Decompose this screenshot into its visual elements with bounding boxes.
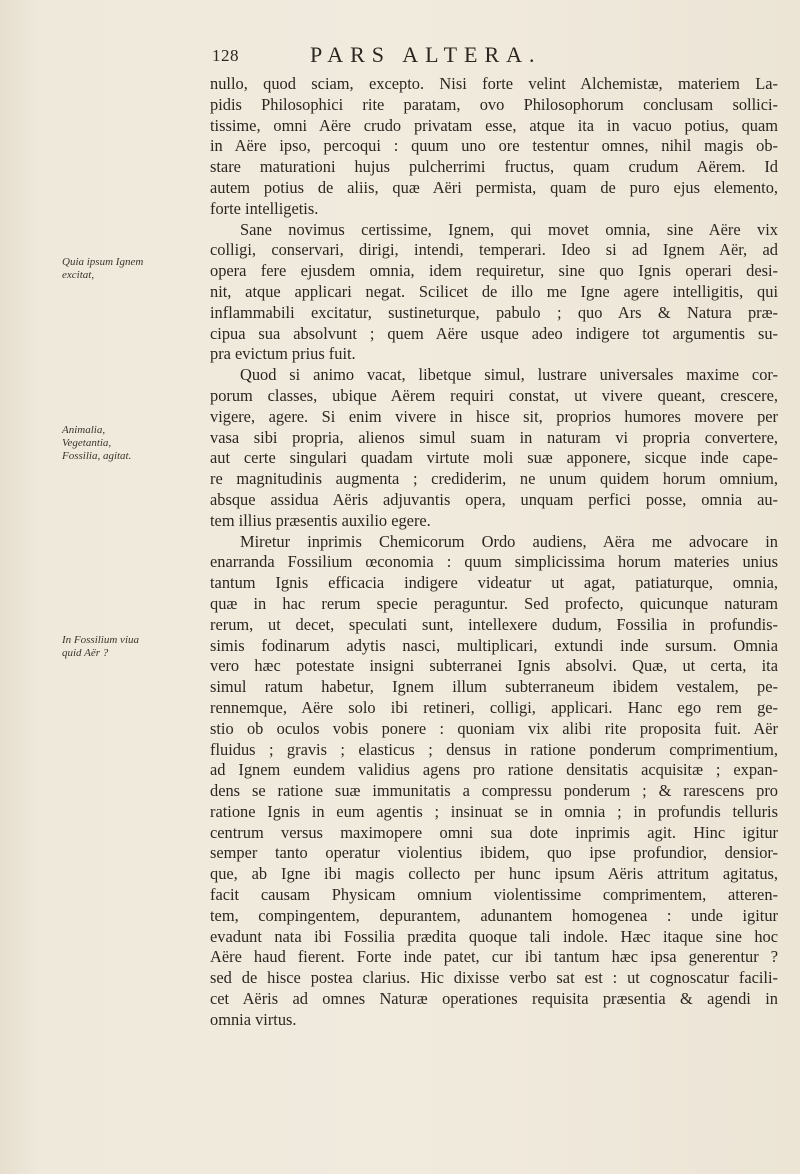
text-line: ratione Ignis in eum agentis ; insinuat se in omnia ; in profundis telluris (210, 801, 778, 821)
text-line: cet Aëris ad omnes Naturæ operationes requisita præsentia & agendi in (210, 989, 778, 1009)
text-line: dens se ratione suæ immunitatis a compressu ponderum ; & rarescens pro (210, 781, 778, 801)
margin-note-2: Animalia, Vegetantia, Fossilia, agitat. (62, 424, 132, 462)
text-line: vasa sibi propria, alienos simul suam in naturam vi propria convertere, (210, 427, 778, 447)
text-line: tissime, omni Aëre crudo privatam esse, atque ita in vacuo potius, quam (210, 115, 778, 135)
paragraph-4 (210, 532, 778, 1031)
text-line: tem illius præsentis auxilio egere. (210, 510, 431, 530)
text-line: opera fere ejusdem omnia, idem requiretur, sine quo Ignis operari desi- (210, 261, 778, 281)
margin-note-1: Quia ipsum Ignem excitat, (62, 256, 144, 281)
paragraph-1 (210, 74, 778, 220)
text-line: pidis Philosophici rite paratam, ovo Philosophorum conclusam sollici- (210, 94, 778, 114)
text-line: que, ab Igne ibi magis collecto per hunc ipsum Aëris attritum agitatus, (210, 864, 778, 884)
text-line: enarranda Fossilium œconomia : quum simplicissima horum materies unius (210, 552, 778, 572)
text-line: vigere, agere. Si enim vivere in hisce sit, proprios humores movere per (210, 406, 778, 426)
text-line: rennemque, Aëre solo ibi retineri, colligi, applicari. Hanc ego rem ge- (210, 697, 778, 717)
text-line: stare maturationi hujus pulcherrimi fructus, quam crudum Aërem. Id (210, 157, 778, 177)
text-line: sed de hisce postea clarius. Hic dixisse verbo sat est : ut cognoscatur facili- (210, 968, 778, 988)
text-line: absque assidua Aëris adjuvantis opera, unquam perfici posse, omnia au- (210, 489, 778, 509)
text-line: Miretur inprimis Chemicorum Ordo audiens, Aëra me advocare in (240, 531, 778, 551)
text-line: re magnitudinis augmenta ; crediderim, ne unum quidem horum omnium, (210, 469, 778, 489)
text-line: Quod si animo vacat, libetque simul, lustrare universales maxime cor- (240, 365, 778, 385)
text-line: rerum, ut decet, speculati sunt, intellexere dudum, Fossilia in profundis- (210, 614, 778, 634)
page-header (212, 44, 772, 70)
paragraph-3 (210, 365, 778, 531)
text-line: stio ob oculos vobis ponere : quoniam vix alibi rite proposita fuit. Aër (210, 718, 778, 738)
text-line: tantum Ignis efficacia indigere videatur ut agat, patiaturque, omnia, (210, 573, 778, 593)
text-line: ad Ignem eundem validius agens pro ratione densitatis acquisitæ ; expan- (210, 760, 778, 780)
text-line: inflammabili excitatur, sustineturque, pabulo ; quo Ars & Natura præ- (210, 302, 778, 322)
body-text (210, 74, 778, 1031)
text-line: pra evictum prius fuit. (210, 344, 356, 364)
text-line: omnia virtus. (210, 1009, 297, 1029)
text-line: quæ in hac rerum specie peraguntur. Sed profecto, quicunque naturam (210, 593, 778, 613)
text-line: tem, compingentem, depurantem, adunantem homogenea : unde igitur (210, 905, 778, 925)
text-line: fluidus ; gravis ; elasticus ; densus in ratione ponderum comprimentium, (210, 739, 778, 759)
text-line: vero hæc potestate insigni subterranei Ignis absolvi. Quæ, ut certa, ita (210, 656, 778, 676)
paragraph-2 (210, 220, 778, 366)
text-line: centrum versus maximopere omni sua dote inprimis agit. Hinc igitur (210, 822, 778, 842)
text-line: facit causam Physicam omnium violentissime comprimentem, atteren- (210, 885, 778, 905)
text-line: autem potius de aliis, quæ Aëri permista, quam de puro ejus elemento, (210, 177, 778, 197)
running-title: PARS ALTERA. (310, 42, 542, 67)
text-line: evadunt nata ibi Fossilia prædita quoque tali indole. Hæc itaque sine hoc (210, 926, 778, 946)
text-line: semper tanto operatur violentius ibidem, quo ipse profundior, densior- (210, 843, 778, 863)
text-line: aut certe singulari quadam virtute moli suæ apponere, sicque inde cape- (210, 448, 778, 468)
text-line: simis fodinarum adytis nasci, multiplicari, extundi inde sursum. Omnia (210, 635, 778, 655)
text-line: Sane novimus certissime, Ignem, qui movet omnia, sine Aëre vix (240, 219, 778, 239)
text-line: nit, atque applicari negat. Scilicet de illo me Igne agere intelligitis, qui (210, 281, 778, 301)
text-line: cipua sua absolvunt ; quem Aëre usque adeo indigere tot argumentis su- (210, 323, 778, 343)
margin-note-3: In Fossilium viua quid Aër ? (62, 634, 139, 659)
text-line: colligi, conservari, dirigi, intendi, temperari. Ideo si ad Ignem Aër, ad (210, 240, 778, 260)
text-line: nullo, quod sciam, excepto. Nisi forte velint Alchemistæ, materiem La- (210, 74, 778, 93)
page-number: 128 (212, 46, 239, 65)
text-line: in Aëre ipso, percoqui : quum uno ore testentur omnes, nihil magis ob- (210, 136, 778, 156)
text-line: simul ratum habetur, Ignem illum subterraneum ibidem vestalem, pe- (210, 677, 778, 697)
text-line: forte intelligetis. (210, 198, 319, 218)
text-line: porum classes, ubique Aërem requiri constat, ut vivere queant, crescere, (210, 385, 778, 405)
text-line: Aëre haud fierent. Forte inde patet, cur ibi tantum hæc ipsa generentur ? (210, 947, 778, 967)
